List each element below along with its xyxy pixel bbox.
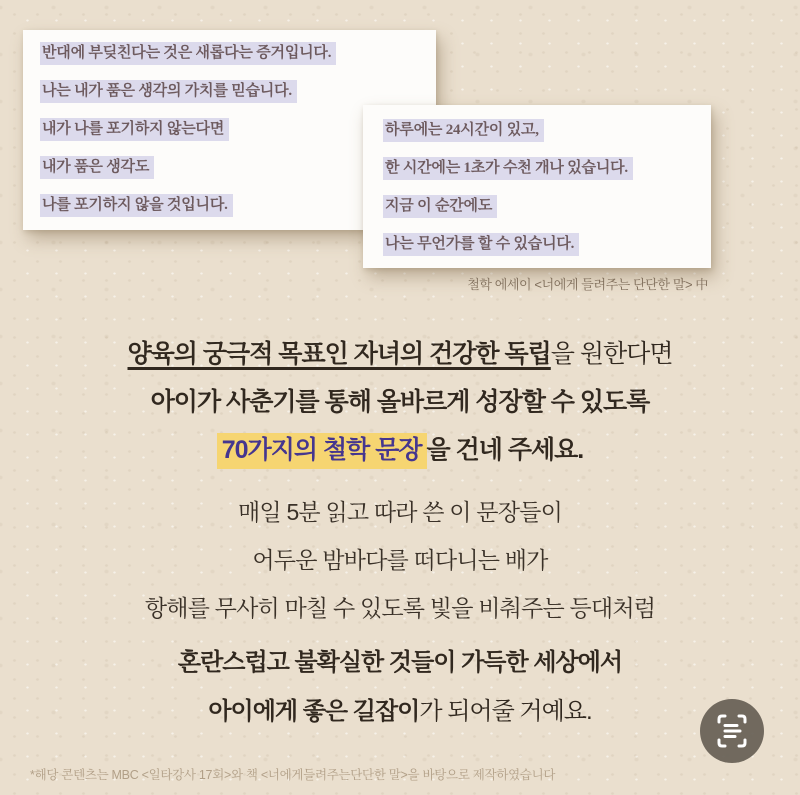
- quote-line-text: 나를 포기하지 않을 것입니다.: [40, 194, 233, 217]
- quote-line: [383, 232, 711, 256]
- body-copy: [0, 488, 800, 632]
- quote-source: 철학 에세이 <너에게 들려주는 단단한 말> 中: [467, 277, 708, 292]
- quote-line: [383, 156, 711, 180]
- quote-card-2: [363, 105, 711, 268]
- quote-line: [383, 194, 711, 218]
- body-line-3: 항해를 무사히 마칠 수 있도록 빛을 비춰주는 등대처럼: [144, 595, 656, 621]
- source-disclaimer: *해당 콘텐츠는 MBC <일타강사 17회>와 책 <너에게들려주는단단한 말>을 바탕으로 제작하였습니다: [30, 768, 556, 782]
- headline-line-2: 아이가 사춘기를 통해 올바르게 성장할 수 있도록: [150, 388, 650, 416]
- quote-line: [40, 41, 436, 65]
- closing-emphasis: 아이에게 좋은 길잡이: [208, 698, 420, 725]
- quote-line-text: 한 시간에는 1초가 수천 개나 있습니다.: [383, 157, 633, 180]
- closing-line-1: 혼란스럽고 불확실한 것들이 가득한 세상에서: [177, 649, 623, 676]
- body-line-2: 어두운 밤바다를 떠다니는 배가: [252, 547, 548, 573]
- headline-rest: 을 원한다면: [550, 340, 673, 368]
- headline-rest: 을 건네 주세요.: [426, 436, 584, 464]
- closing-copy: [0, 638, 800, 736]
- text-scan-icon: [715, 713, 749, 749]
- highlighted-phrase: 70가지의 철학 문장: [217, 433, 427, 469]
- quote-line: [40, 79, 436, 103]
- quote-line-text: 나는 무언가를 할 수 있습니다.: [383, 233, 579, 256]
- quote-line-text: 하루에는 24시간이 있고,: [383, 119, 544, 142]
- quote-line-text: 내가 나를 포기하지 않는다면: [40, 118, 229, 141]
- headline: [0, 330, 800, 474]
- closing-line-2: [0, 687, 800, 736]
- quote-line-text: 내가 품은 생각도: [40, 156, 154, 179]
- closing-rest: 가 되어줄 거예요.: [419, 698, 592, 725]
- headline-emphasis: 양육의 궁극적 목표인 자녀의 건강한 독립: [127, 340, 551, 368]
- scan-text-button[interactable]: [700, 699, 764, 763]
- quote-line-text: 지금 이 순간에도: [383, 195, 497, 218]
- quote-line-text: 반대에 부딪친다는 것은 새롭다는 증거입니다.: [40, 42, 336, 65]
- body-line-1: 매일 5분 읽고 따라 쓴 이 문장들이: [238, 499, 562, 525]
- headline-line-1: [0, 330, 800, 378]
- headline-line-3: [0, 426, 800, 474]
- quote-line: [383, 118, 711, 142]
- quote-line-text: 나는 내가 품은 생각의 가치를 믿습니다.: [40, 80, 297, 103]
